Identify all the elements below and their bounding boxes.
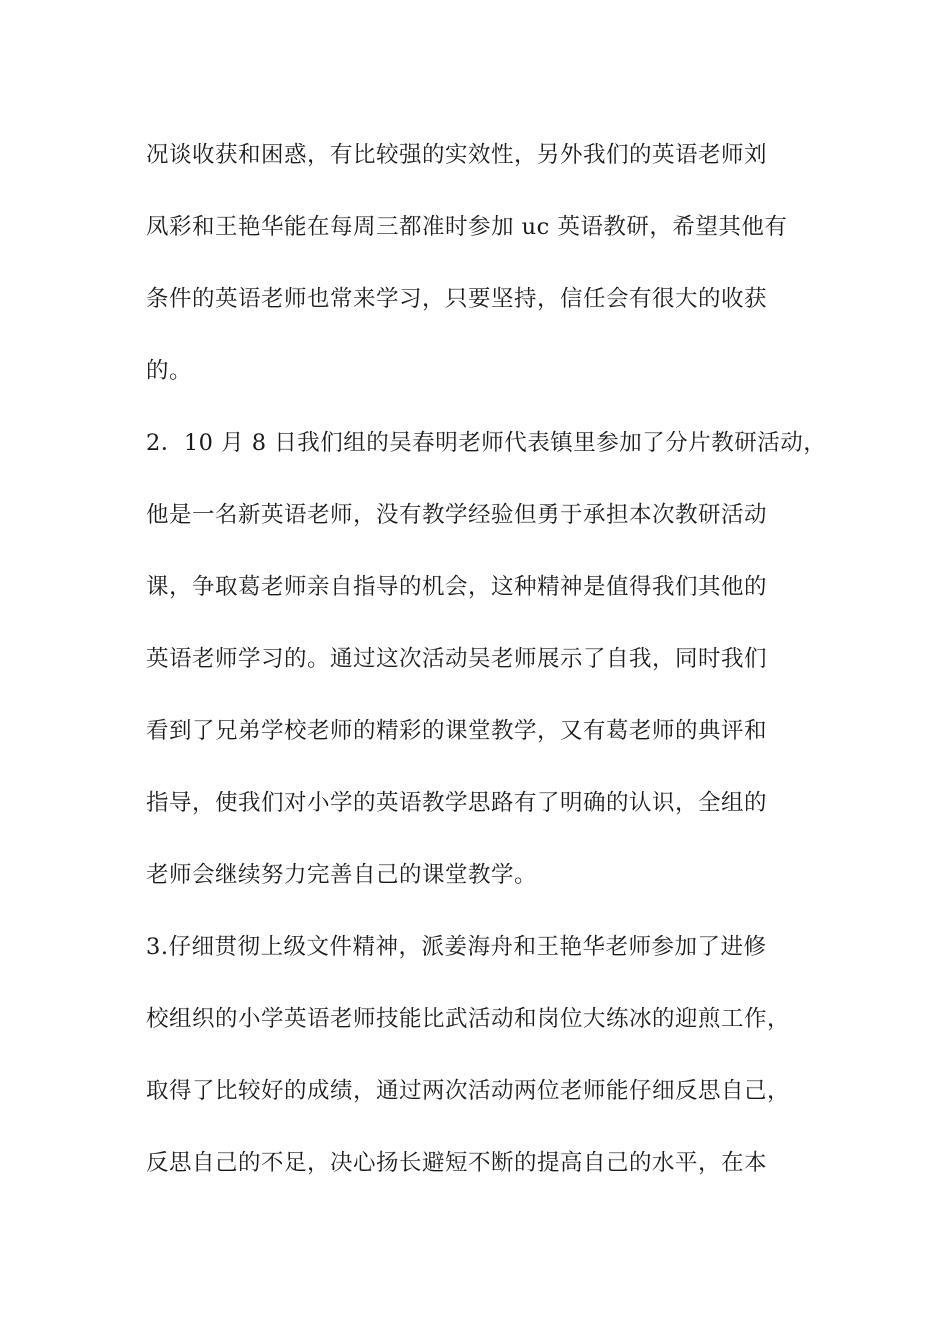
text-line: 反思自己的不足，决心扬长避短不断的提高自己的水平，在本 (146, 1150, 768, 1176)
text-line: 指导，使我们对小学的英语教学思路有了明确的认识，全组的 (146, 790, 768, 816)
text-line: 2．10 月 8 日我们组的吴春明老师代表镇里参加了分片教研活动， (146, 430, 827, 456)
text-line: 校组织的小学英语老师技能比武活动和岗位大练冰的迎煎工作， (146, 1006, 791, 1032)
text-line: 看到了兄弟学校老师的精彩的课堂教学，又有葛老师的典评和 (146, 718, 768, 744)
text-line: 凤彩和王艳华能在每周三都准时参加 uc 英语教研，希望其他有 (146, 214, 788, 240)
text-line: 课，争取葛老师亲自指导的机会，这种精神是值得我们其他的 (146, 574, 768, 600)
text-line: 他是一名新英语老师，没有教学经验但勇于承担本次教研活动 (146, 502, 768, 528)
text-line: 英语老师学习的。通过这次活动吴老师展示了自我，同时我们 (146, 646, 768, 672)
text-line: 取得了比较好的成绩，通过两次活动两位老师能仔细反思自己， (146, 1078, 791, 1104)
text-line: 的。 (146, 358, 193, 384)
text-line: 条件的英语老师也常来学习，只要坚持，信任会有很大的收获 (146, 286, 768, 312)
text-line: 况谈收获和困惑，有比较强的实效性，另外我们的英语老师刘 (146, 142, 768, 168)
text-line: 老师会继续努力完善自己的课堂教学。 (146, 862, 538, 888)
text-line: 3.仔细贯彻上级文件精神，派姜海舟和王艳华老师参加了进修 (146, 934, 767, 960)
